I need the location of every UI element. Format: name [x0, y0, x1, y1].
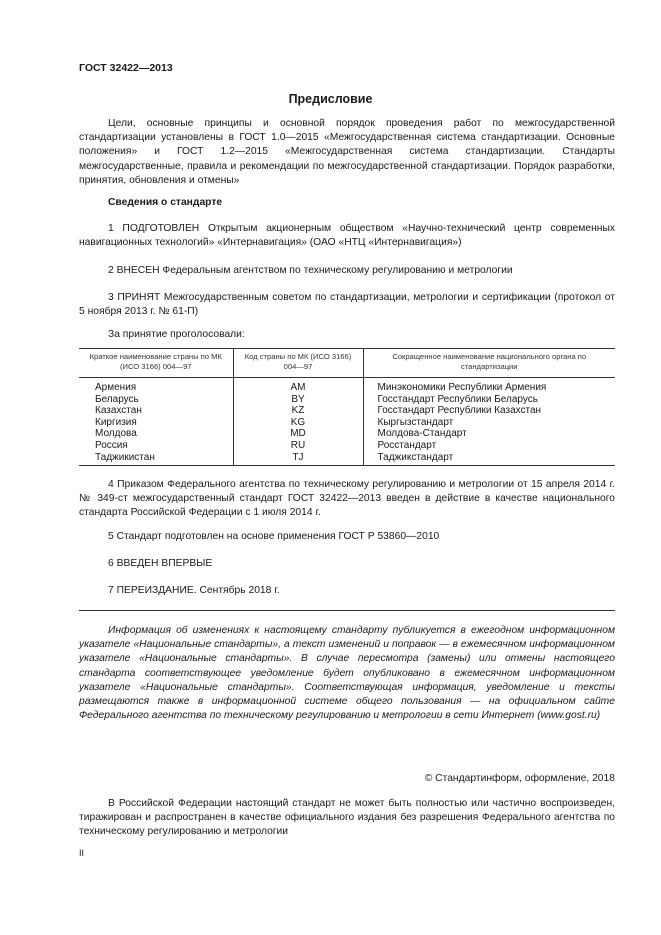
standards-body: Таджикстандарт	[363, 452, 615, 466]
item-based-on: 5 Стандарт подготовлен на основе применения ГОСТ Р 53860—2010	[108, 531, 440, 542]
document-code: ГОСТ 32422—2013	[79, 62, 173, 74]
country-code: MD	[233, 428, 363, 440]
copyright-notice: © Стандартинформ, оформление, 2018	[424, 773, 615, 784]
standards-body: Росстандарт	[363, 440, 615, 452]
country-name: Армения	[95, 382, 137, 393]
item-first-time: 6 ВВЕДЕН ВПЕРВЫЕ	[108, 558, 213, 569]
table-row	[79, 417, 615, 429]
table-row	[79, 394, 615, 406]
column-header-country: Краткое наименование страны по МК (ИСО 3166) 004—97	[79, 349, 233, 378]
country-name: Таджикистан	[79, 452, 233, 466]
country-code: AM	[233, 378, 363, 394]
change-info-notice: Информация об изменениях к настоящему стандарту публикуется в ежегодном информационном указателе «Национальные стандарты», а текст изменений и поправок — в ежемесячном информационном указателе «Национальные стандарты». В случае пересмотра (замены) или отмены настоящего стандарта соответствующее уведомление будет опубликовано в ежемесячном информационном указателе «Национальные стандарты». Соответствующая информация, уведомление и тексты размещаются также в информационной системе общего пользования — на официальном сайте Федерального агентства по техническому регулированию и метрологии в сети Интернет (www.gost.ru)	[79, 625, 615, 722]
column-header-body: Сокращенное наименование национального органа по стандартизации	[363, 349, 615, 378]
info-heading: Сведения о стандарте	[108, 197, 223, 208]
table-row	[79, 378, 615, 394]
standards-body: Госстандарт Республики Беларусь	[363, 394, 615, 406]
table-row	[79, 440, 615, 452]
column-header-code: Код страны по МК (ИСО 3166) 004—97	[233, 349, 363, 378]
standards-body: Молдова-Стандарт	[363, 428, 615, 440]
standards-body: Кыргызстандарт	[363, 417, 615, 429]
standards-body: Минэкономики Республики Армения	[363, 378, 615, 394]
section-divider	[79, 610, 615, 611]
country-code: RU	[233, 440, 363, 452]
item-prepared: 1 ПОДГОТОВЛЕН Открытым акционерным обществом «Научно-технический центр современных навигационных технологий» «Интернавигация» (ОАО «НТЦ «Интернавигация»)	[79, 223, 615, 249]
country-name: Казахстан	[95, 405, 142, 417]
page-number: II	[79, 848, 85, 858]
country-code: KG	[233, 417, 363, 429]
page-title: Предисловие	[288, 92, 373, 106]
item-adopted: 3 ПРИНЯТ Межгосударственным советом по стандартизации, метрологии и сертификации (протокол от 5 ноября 2013 г. № 61-П)	[79, 292, 615, 318]
vote-table	[79, 348, 615, 466]
item-submitted: 2 ВНЕСЕН Федеральным агентством по техническому регулированию и метрологии	[108, 265, 513, 276]
vote-table-header-row	[79, 349, 615, 378]
country-code: TJ	[233, 452, 363, 466]
reproduction-notice: В Российской Федерации настоящий стандарт не может быть полностью или частично воспроизведен, тиражирован и распространен в качестве официального издания без разрешения Федерального агентства по техническому регулированию и метрологии	[79, 798, 615, 838]
item-reissue: 7 ПЕРЕИЗДАНИЕ. Сентябрь 2018 г.	[108, 585, 280, 596]
item-enacted: 4 Приказом Федерального агентства по техническому регулированию и метрологии от 15 апреля 2014 г. № 349-ст межгосударственный стандарт ГОСТ 32422—2013 введен в действие в качестве национального стандарта Российской Федерации с 1 июля 2014 г.	[79, 479, 615, 519]
intro-paragraph: Цели, основные принципы и основной порядок проведения работ по межгосударственной стандартизации установлены в ГОСТ 1.0—2015 «Межгосударственная система стандартизации. Основные положения» и ГОСТ 1.2—2015 «Межгосударственная система стандартизации. Стандарты межгосударственные, правила и рекомендации по межгосударственной стандартизации. Порядок разработки, принятия, обновления и отмены»	[79, 118, 615, 186]
country-name: Россия	[95, 439, 128, 451]
table-row	[79, 405, 615, 417]
standards-body: Госстандарт Республики Казахстан	[363, 405, 615, 417]
table-row	[79, 452, 615, 466]
country-name: Молдова	[95, 428, 137, 440]
country-code: BY	[233, 394, 363, 406]
country-name: Киргизия	[95, 416, 137, 428]
voted-label: За принятие проголосовали:	[108, 329, 245, 340]
country-name: Беларусь	[95, 393, 139, 405]
country-code: KZ	[233, 405, 363, 417]
table-row	[79, 428, 615, 440]
